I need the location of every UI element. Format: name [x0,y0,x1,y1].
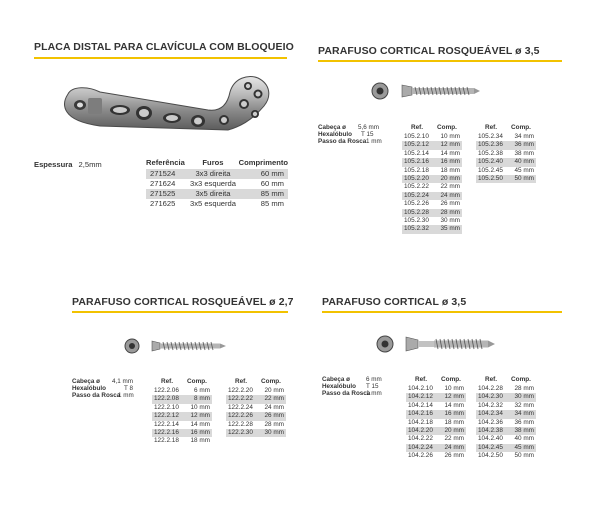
ref-cell: 105.2.40 [476,158,506,166]
screw35-cort-title: PARAFUSO CORTICAL ø 3,5 [322,296,467,308]
screw35-lock-table-2 [476,124,536,183]
spec-value: 1 mm [366,138,382,145]
header-ref: Ref. [414,376,428,383]
table-row [402,141,462,149]
ref-cell: 104.2.16 [406,410,436,418]
spec-value: T 15 [361,131,374,138]
ref-cell: 105.2.12 [402,141,432,149]
table-row [402,217,462,225]
length-cell: 20 mm [264,387,284,394]
table-row [476,410,536,418]
plate-thickness [34,160,102,169]
ref-cell: 105.2.45 [478,166,503,174]
table-row [476,141,536,149]
ref-cell: 104.2.12 [406,393,436,401]
ref-cell: 105.2.32 [402,225,432,233]
header-length: Comp. [511,124,531,131]
ref-cell: 104.2.50 [478,452,503,460]
screw27-lock-specs [72,378,134,399]
table-row [402,175,462,183]
length-cell: 50 mm [506,175,536,183]
ref-cell: 122.2.30 [226,429,256,437]
table-row [402,167,462,175]
table-row [402,183,462,191]
ref-cell: 105.2.16 [402,158,432,166]
ref-cell: 104.2.30 [476,393,506,401]
length-cell: 32 mm [514,401,534,409]
table-row [226,429,286,437]
header-ref: Ref. [484,376,498,383]
ref-cell: 122.2.20 [228,387,253,394]
ref-cell: 122.2.26 [226,412,256,420]
spec-value: T 8 [124,385,133,392]
plate-length-cell: 60 mm [236,169,288,179]
spec-value: 5,6 mm [358,124,379,131]
table-row [152,437,212,445]
length-cell: 20 mm [432,175,462,183]
plate-ref-cell: 271524 [146,169,190,179]
screw35-lock-title: PARAFUSO CORTICAL ROSQUEÁVEL ø 3,5 [318,45,540,57]
spec-value: 1 mm [118,392,134,399]
spec-value: 4,1 mm [112,378,133,385]
length-cell: 6 mm [194,387,210,394]
table-row [406,393,466,401]
screw35-cort-image [374,332,504,356]
ref-cell: 104.2.45 [476,444,506,452]
length-cell: 50 mm [514,452,534,460]
ref-cell: 122.2.24 [228,403,253,411]
table-row [476,402,536,410]
table-row [226,412,286,420]
table-row [406,402,466,410]
table-row [152,395,212,403]
table-row [406,444,466,452]
length-cell: 8 mm [182,395,212,403]
screw35-lock-table-1 [402,124,462,234]
table-row [152,429,212,437]
spec-value: 6 mm [366,376,382,383]
ref-cell: 104.2.24 [406,444,436,452]
screw35-lock-image [370,80,490,102]
ref-cell: 105.2.28 [402,209,432,217]
header-ref: Ref. [410,124,424,131]
plate-ref-cell: 271525 [146,189,190,199]
table-row [226,395,286,403]
table-row [402,158,462,166]
ref-cell: 105.2.20 [402,175,432,183]
length-cell: 10 mm [440,133,460,140]
header-ref: Ref. [234,378,248,385]
plate-holes-cell: 3x3 esquerda [189,179,236,188]
table-row [406,452,466,460]
length-cell: 40 mm [506,158,536,166]
spec-value: T 15 [366,383,379,390]
table-row [476,158,536,166]
length-cell: 34 mm [506,410,536,418]
spec-label: Hexalóbulo [318,131,352,138]
ref-cell: 105.2.38 [478,149,503,157]
table-row [406,427,466,435]
ref-cell: 122.2.28 [228,420,253,428]
plate-thickness-label: Espessura [34,160,73,169]
ref-cell: 104.2.10 [408,385,433,392]
length-cell: 24 mm [436,444,466,452]
screw35-cort-specs [322,376,382,397]
ref-cell: 122.2.22 [226,395,256,403]
spec-label: Passo da Rosca [322,390,371,397]
length-cell: 12 mm [432,141,462,149]
length-cell: 18 mm [190,437,210,445]
clavicle-plate-image [58,72,278,142]
length-cell: 45 mm [506,444,536,452]
length-cell: 35 mm [432,225,462,233]
table-row [476,385,536,393]
table-row [152,412,212,420]
length-cell: 14 mm [444,401,464,409]
ref-cell: 104.2.36 [478,418,503,426]
table-row [476,133,536,141]
length-cell: 22 mm [444,435,464,443]
table-row [152,421,212,429]
plate-ref-cell: 271625 [150,199,176,208]
spec-label: Passo da Rosca [318,138,367,145]
plate-length-cell: 60 mm [260,179,284,188]
ref-cell: 104.2.22 [408,435,433,443]
ref-cell: 104.2.20 [406,427,436,435]
ref-cell: 104.2.28 [478,385,503,392]
screw27-lock-title-rule [72,311,288,313]
table-row [402,209,462,217]
header-length: Comp. [437,124,457,131]
length-cell: 20 mm [436,427,466,435]
plate-holes-cell: 3x5 direita [190,189,236,199]
plate-holes-cell: 3x3 direita [190,169,236,179]
header-ref: Ref. [160,378,174,385]
table-row [152,387,212,395]
screw35-cort-table-1 [406,376,466,461]
length-cell: 38 mm [506,427,536,435]
screw35-cort-title-rule [322,311,562,313]
plate-row [146,179,288,189]
table-row [226,421,286,429]
spec-value: 1 mm [366,390,382,397]
length-cell: 14 mm [190,420,210,428]
length-cell: 30 mm [256,429,286,437]
plate-row [146,199,288,209]
spec-label: Cabeça ø [72,378,100,385]
ref-cell: 105.2.24 [402,192,432,200]
ref-cell: 105.2.50 [476,175,506,183]
length-cell: 26 mm [440,200,460,208]
spec-label: Cabeça ø [322,376,350,383]
ref-cell: 104.2.40 [478,435,503,443]
table-row [226,404,286,412]
length-cell: 30 mm [506,393,536,401]
length-cell: 10 mm [444,385,464,392]
plate-table [146,158,288,209]
table-row [476,150,536,158]
ref-cell: 122.2.08 [152,395,182,403]
length-cell: 34 mm [514,133,534,140]
plate-length-cell: 85 mm [236,189,288,199]
table-row [476,435,536,443]
table-row [476,419,536,427]
table-row [406,385,466,393]
table-row [402,225,462,233]
ref-cell: 122.2.14 [154,420,179,428]
ref-cell: 105.2.26 [404,200,429,208]
table-row [402,150,462,158]
length-cell: 12 mm [182,412,212,420]
screw27-lock-title: PARAFUSO CORTICAL ROSQUEÁVEL ø 2,7 [72,296,294,308]
plate-title-rule [34,57,287,59]
table-row [476,427,536,435]
ref-cell: 122.2.12 [152,412,182,420]
ref-cell: 105.2.18 [404,166,429,174]
table-row [476,452,536,460]
plate-header-ref: Referência [146,158,185,167]
ref-cell: 104.2.34 [476,410,506,418]
table-row [406,419,466,427]
length-cell: 10 mm [190,403,210,411]
length-cell: 24 mm [432,192,462,200]
header-length: Comp. [261,378,281,385]
screw35-lock-specs [318,124,382,145]
screw35-cort-table-2 [476,376,536,461]
table-row [402,192,462,200]
length-cell: 28 mm [514,385,534,392]
length-cell: 28 mm [432,209,462,217]
length-cell: 38 mm [514,149,534,157]
spec-label: Hexalóbulo [72,385,106,392]
ref-cell: 104.2.38 [476,427,506,435]
plate-holes-cell: 3x5 esquerda [189,199,236,208]
length-cell: 18 mm [440,166,460,174]
plate-thickness-value: 2,5mm [78,160,102,169]
ref-cell: 122.2.10 [154,403,179,411]
spec-label: Hexalóbulo [322,383,356,390]
length-cell: 18 mm [444,418,464,426]
length-cell: 26 mm [256,412,286,420]
ref-cell: 105.2.14 [404,149,429,157]
plate-title: PLACA DISTAL PARA CLAVÍCULA COM BLOQUEIO [34,41,294,53]
length-cell: 28 mm [264,420,284,428]
ref-cell: 104.2.18 [408,418,433,426]
plate-ref-cell: 271624 [150,179,176,188]
length-cell: 12 mm [436,393,466,401]
length-cell: 22 mm [256,395,286,403]
plate-header-holes: Furos [202,158,224,167]
ref-cell: 122.2.18 [154,437,179,445]
table-row [406,410,466,418]
spec-label: Passo da Rosca [72,392,121,399]
ref-cell: 122.2.16 [152,429,182,437]
length-cell: 36 mm [506,141,536,149]
length-cell: 30 mm [440,217,460,225]
length-cell: 22 mm [440,183,460,191]
length-cell: 16 mm [182,429,212,437]
length-cell: 24 mm [264,403,284,411]
length-cell: 14 mm [440,149,460,157]
ref-cell: 105.2.30 [404,217,429,225]
plate-row [146,169,288,179]
spec-label: Cabeça ø [318,124,346,131]
table-row [406,435,466,443]
table-row [152,404,212,412]
ref-cell: 105.2.34 [478,133,503,140]
table-row [476,444,536,452]
ref-cell: 104.2.14 [408,401,433,409]
screw27-lock-image [122,336,232,356]
ref-cell: 105.2.10 [404,133,429,140]
table-row [402,200,462,208]
length-cell: 45 mm [514,166,534,174]
table-row [476,167,536,175]
header-length: Comp. [511,376,531,383]
length-cell: 36 mm [514,418,534,426]
screw35-lock-title-rule [318,60,562,62]
header-length: Comp. [441,376,461,383]
length-cell: 26 mm [444,452,464,460]
length-cell: 16 mm [432,158,462,166]
ref-cell: 105.2.36 [476,141,506,149]
table-row [476,393,536,401]
plate-header-length: Comprimento [238,158,288,167]
plate-length-cell: 85 mm [260,199,284,208]
table-row [226,387,286,395]
screw27-lock-table-2 [226,378,286,437]
header-length: Comp. [187,378,207,385]
ref-cell: 104.2.26 [408,452,433,460]
plate-row [146,189,288,199]
ref-cell: 104.2.32 [478,401,503,409]
length-cell: 40 mm [514,435,534,443]
length-cell: 16 mm [436,410,466,418]
ref-cell: 105.2.22 [404,183,429,191]
header-ref: Ref. [484,124,498,131]
ref-cell: 122.2.06 [154,387,179,394]
table-row [402,133,462,141]
screw27-lock-table-1 [152,378,212,446]
table-row [476,175,536,183]
